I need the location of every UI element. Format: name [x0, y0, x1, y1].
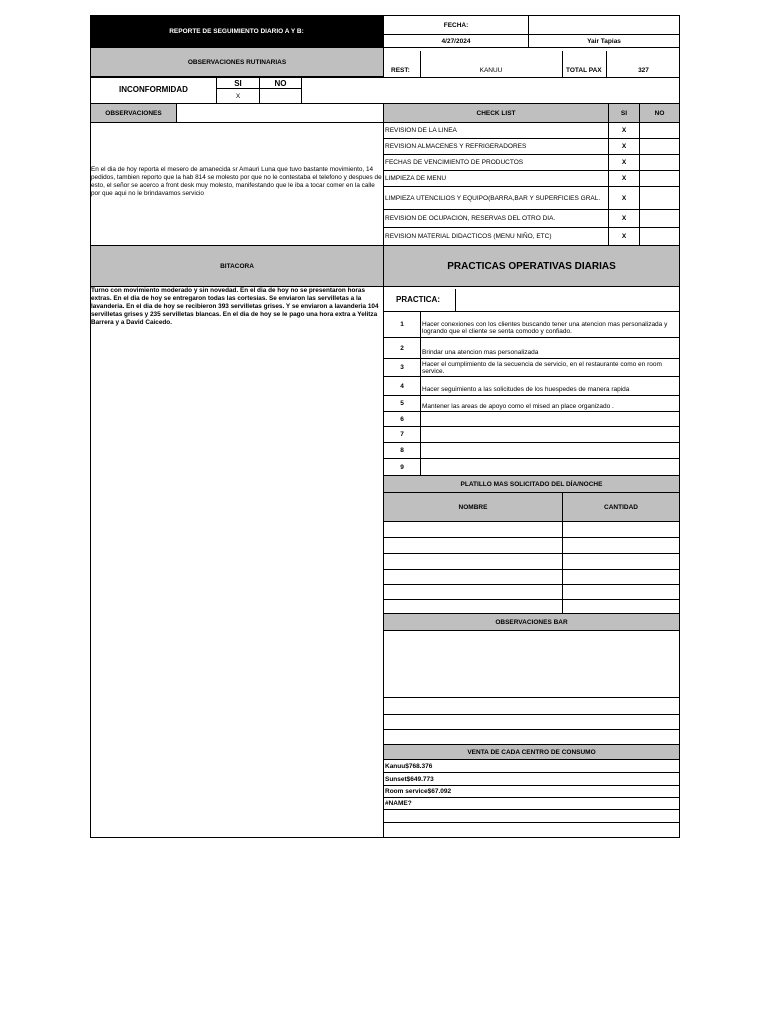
divider: [455, 289, 456, 312]
observaciones-bar-row: [383, 697, 680, 715]
report-title: REPORTE DE SEGUIMIENTO DIARIO A Y B:: [90, 15, 383, 48]
platillo-cantidad-cell: [562, 599, 680, 614]
practica-text: Hacer conexiones con los clientes buscando tener una atencion mas personalizada y logrando que el cliente se senta comodo y confiado.: [420, 311, 680, 338]
inconformidad-no-header: NO: [259, 77, 302, 89]
practica-number: 2: [383, 337, 421, 359]
platillo-header: PLATILLO MAS SOLICITADO DEL DÍA/NOCHE: [383, 475, 680, 493]
observaciones-bar-header: OBSERVACIONES BAR: [383, 613, 680, 631]
practica-text: Mantener las areas de apoyo como el mised an place organizado .: [420, 395, 680, 412]
platillo-nombre-cell: [383, 537, 563, 554]
checklist-item: LIMPIEZA UTENCILIOS Y EQUIPO(BARRA,BAR Y SUPERFICIES GRAL.: [383, 186, 609, 210]
platillo-nombre-cell: [383, 584, 563, 600]
platillo-cantidad-cell: [562, 537, 680, 554]
practica-text: Brindar una atencion mas personalizada: [420, 337, 680, 359]
platillo-nombre-header: NOMBRE: [383, 492, 563, 522]
fecha-blank-cell: [528, 15, 680, 35]
platillo-cantidad-cell: [562, 553, 680, 570]
venta-header: VENTA DE CADA CENTRO DE CONSUMO: [383, 744, 680, 760]
rest-label: REST:: [391, 67, 410, 74]
practica-text: [420, 426, 680, 443]
fecha-value: 4/27/2024: [383, 34, 529, 48]
inconformidad-label: INCONFORMIDAD: [119, 84, 188, 94]
checklist-no-header: NO: [639, 103, 680, 123]
checklist-item: REVISION ALMACENES Y REFRIGERADORES: [383, 138, 609, 155]
practicas-header: PRACTICAS OPERATIVAS DIARIAS: [383, 245, 680, 287]
checklist-no-cell: [639, 209, 680, 228]
checklist-si-mark: X: [608, 154, 640, 171]
checklist-si-mark: X: [608, 227, 640, 246]
total-pax-label: TOTAL PAX: [566, 67, 602, 74]
platillo-cantidad-cell: [562, 584, 680, 600]
venta-row: Sunset$649.773: [383, 772, 680, 786]
checklist-si-mark: X: [608, 138, 640, 155]
platillo-nombre-cell: [383, 569, 563, 585]
bitacora-text: Turno con movimiento moderado y sin novedad. En el dia de hoy no se presentaron horas extras. En el dia de hoy se entregaron todas las cortesias. Se enviaron las servilletas a la lavanderia. En el dia de hoy se recibieron 393 servilletas grises. Y se enviaron a lavanderia 104 servilletas grises y 235 servilletas blancas. En el dia de hoy se le pago una hora extra a Yelitza Barrera y a David Caicedo.: [91, 287, 379, 326]
total-pax-value: 327: [638, 67, 649, 74]
checklist-si-mark: X: [608, 209, 640, 228]
practica-number: 6: [383, 411, 421, 427]
venta-row: [383, 809, 680, 823]
practica-text: [420, 411, 680, 427]
checklist-header: CHECK LIST: [383, 103, 609, 123]
observaciones-bar-row: [383, 729, 680, 745]
checklist-no-cell: [639, 227, 680, 246]
inconformidad-si-header: SI: [216, 77, 260, 89]
observaciones-bar-row: [383, 714, 680, 730]
practica-number: 3: [383, 358, 421, 377]
bitacora-header: BITACORA: [90, 245, 384, 287]
checklist-no-cell: [639, 170, 680, 187]
observaciones-rutinarias-header: OBSERVACIONES RUTINARIAS: [90, 47, 384, 77]
venta-row: Room service$67.092: [383, 785, 680, 798]
checklist-no-cell: [639, 122, 680, 139]
practica-number: 1: [383, 311, 421, 338]
checklist-item: REVISION DE OCUPACION, RESERVAS DEL OTRO DIA.: [383, 209, 609, 228]
checklist-item: LIMPIEZA DE MENU: [383, 170, 609, 187]
practica-label: PRACTICA:: [396, 295, 440, 304]
practica-text: [420, 458, 680, 476]
checklist-item: REVISION MATERIAL DIDACTICOS (MENU NIÑO, ETC): [383, 227, 609, 246]
checklist-no-cell: [639, 186, 680, 210]
practica-text: Hacer seguimiento a las solicitudes de los huespedes de manera rapida: [420, 376, 680, 396]
venta-row: #NAME?: [383, 797, 680, 810]
inconformidad-si-mark: X: [216, 88, 260, 104]
platillo-cantidad-header: CANTIDAD: [562, 492, 680, 522]
practica-text: Hacer el cumplimiento de la secuencia de servicio, en el restaurante como en room service.: [420, 358, 680, 377]
observaciones-header: OBSERVACIONES: [90, 103, 177, 123]
venta-row: [383, 822, 680, 838]
practica-number: 9: [383, 458, 421, 476]
checklist-no-cell: [639, 138, 680, 155]
observaciones-bar-box: [383, 630, 680, 698]
author-name: Yair Tapias: [528, 34, 680, 48]
fecha-label: FECHA:: [383, 15, 529, 35]
checklist-item: FECHAS DE VENCIMIENTO DE PRODUCTOS: [383, 154, 609, 171]
checklist-si-header: SI: [608, 103, 640, 123]
bitacora-box: [90, 286, 384, 838]
platillo-nombre-cell: [383, 521, 563, 538]
practica-number: 4: [383, 376, 421, 396]
divider: [562, 51, 563, 78]
observaciones-text: En el dia de hoy reporta el mesero de amanecida sr Amauri Luna que tuvo bastante movimiento, 14 pedidos, tambien reporto que la hab 814 se molesto por que no le contestaba el telefono y despues de esto, el señor se acerco a front desk muy molesto, manifestando que le iba a tocar comer en la calle por que aqui no le brindavamos servicio: [91, 166, 382, 197]
checklist-si-mark: X: [608, 122, 640, 139]
rest-value: KANUU: [479, 67, 503, 74]
platillo-cantidad-cell: [562, 569, 680, 585]
observaciones-header-blank: [176, 103, 384, 123]
platillo-nombre-cell: [383, 599, 563, 614]
practica-number: 5: [383, 395, 421, 412]
practica-text: [420, 442, 680, 459]
practica-number: 7: [383, 426, 421, 443]
platillo-nombre-cell: [383, 553, 563, 570]
platillo-cantidad-cell: [562, 521, 680, 538]
inconformidad-no-cell: [259, 88, 302, 104]
checklist-si-mark: X: [608, 186, 640, 210]
venta-row: Kanuu$768.376: [383, 759, 680, 773]
checklist-si-mark: X: [608, 170, 640, 187]
practica-number: 8: [383, 442, 421, 459]
checklist-no-cell: [639, 154, 680, 171]
checklist-item: REVISION DE LA LINEA: [383, 122, 609, 139]
